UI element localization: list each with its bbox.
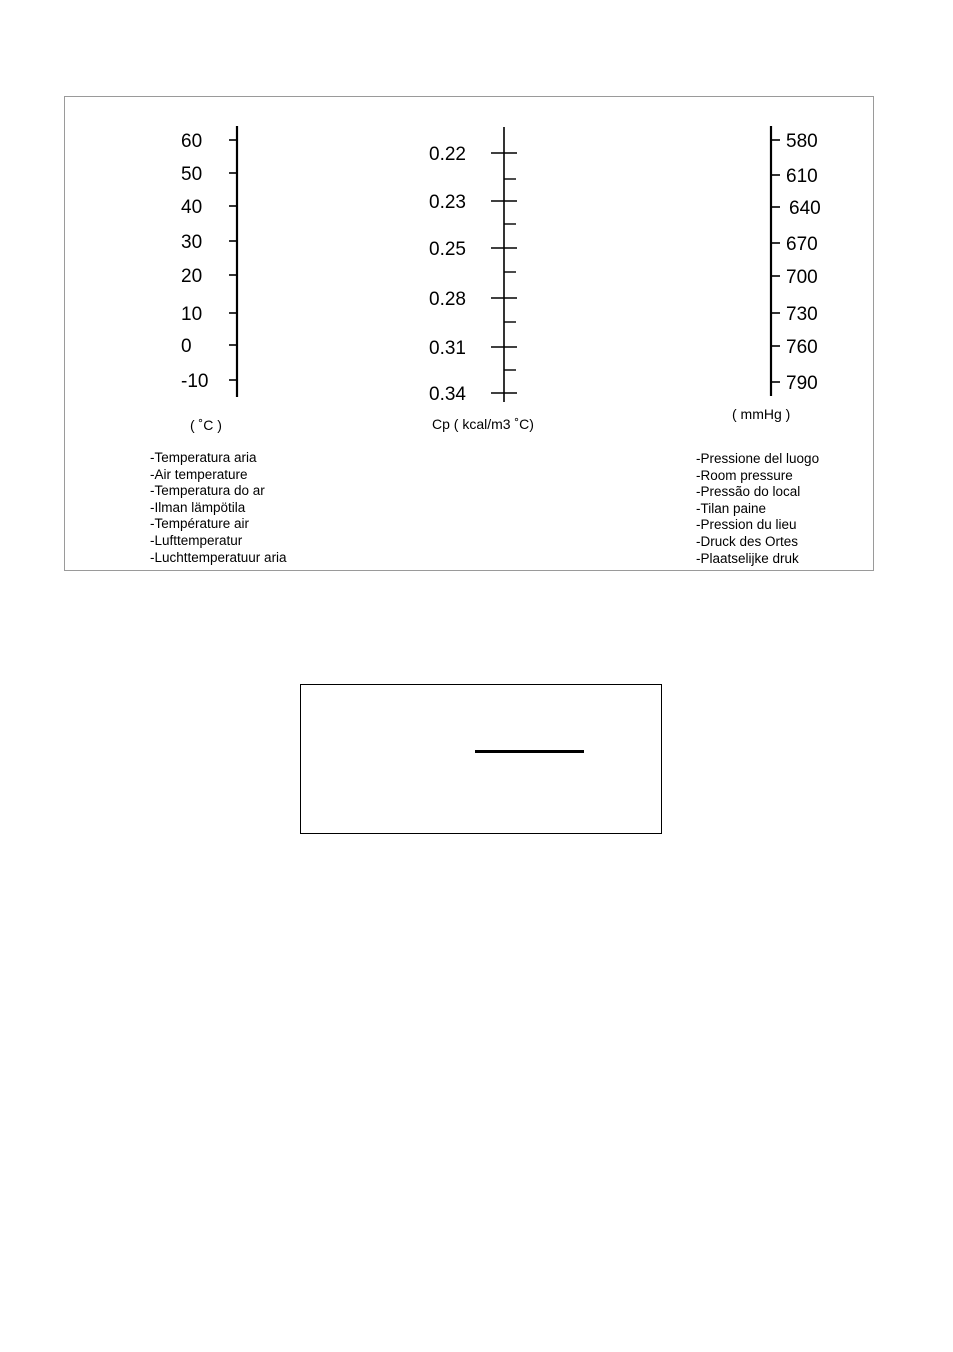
cp-tick-label: 0.23 <box>429 192 466 213</box>
pressure-tick-label: 610 <box>786 166 818 187</box>
pressure-scale <box>732 126 821 422</box>
pressure-ticks <box>771 140 780 382</box>
temperature-tick-label: 10 <box>181 304 203 325</box>
blank-calculation-box <box>300 684 662 834</box>
temperature-legend-item: -Luchttemperatuur aria <box>150 549 287 565</box>
pressure-tick-label: 670 <box>786 234 818 255</box>
cp-scale <box>429 127 534 432</box>
cp-tick-label: 0.34 <box>429 384 466 405</box>
pressure-tick-label: 640 <box>789 198 821 219</box>
temperature-legend-item: -Lufttemperatur <box>150 532 243 548</box>
temperature-legend-item: -Temperatura aria <box>150 450 257 465</box>
cp-tick-labels <box>429 144 466 405</box>
pressure-legend-item: -Room pressure <box>696 467 793 483</box>
pressure-tick-label: 580 <box>786 131 818 152</box>
cp-tick-label: 0.22 <box>429 144 466 165</box>
pressure-tick-label: 730 <box>786 304 818 325</box>
pressure-tick-label: 760 <box>786 337 818 358</box>
temperature-tick-label: 50 <box>181 164 203 185</box>
temperature-legend-item: -Temperatura do ar <box>150 483 265 499</box>
pressure-legend-item: -Pression du lieu <box>696 517 797 533</box>
temperature-tick-labels <box>181 131 208 392</box>
temperature-tick-label: -10 <box>181 371 209 392</box>
pressure-legend <box>696 451 819 567</box>
temperature-legend-item: -Température air <box>150 516 250 532</box>
cp-tick-label: 0.25 <box>429 239 466 260</box>
temperature-tick-label: 60 <box>181 131 203 152</box>
pressure-legend-item: -Druck des Ortes <box>696 533 799 549</box>
temperature-tick-label: 0 <box>181 336 192 357</box>
temperature-legend <box>150 450 287 566</box>
pressure-tick-label: 700 <box>786 267 818 288</box>
fraction-rule <box>475 750 584 753</box>
pressure-legend-item: -Tilan paine <box>696 500 767 516</box>
cp-tick-label: 0.31 <box>429 338 466 359</box>
temperature-tick-label: 20 <box>181 266 203 287</box>
cp-unit-label: Cp ( kcal/m3 ˚C) <box>432 416 534 432</box>
pressure-legend-item: -Pressão do local <box>696 484 801 500</box>
temperature-tick-label: 40 <box>181 197 203 218</box>
pressure-tick-label: 790 <box>786 373 818 394</box>
temperature-unit-label: ( ˚C ) <box>190 417 222 433</box>
temperature-legend-item: -Ilman lämpötila <box>150 499 246 515</box>
pressure-legend-item: -Plaatselijke druk <box>696 550 799 566</box>
temperature-ticks <box>229 140 237 380</box>
temperature-legend-item: -Air temperature <box>150 466 248 482</box>
pressure-tick-labels <box>786 131 821 394</box>
temperature-scale <box>181 126 237 433</box>
pressure-legend-item: -Pressione del luogo <box>696 451 820 466</box>
pressure-unit-label: ( mmHg ) <box>732 406 791 422</box>
cp-tick-label: 0.28 <box>429 289 466 310</box>
temperature-tick-label: 30 <box>181 232 203 253</box>
